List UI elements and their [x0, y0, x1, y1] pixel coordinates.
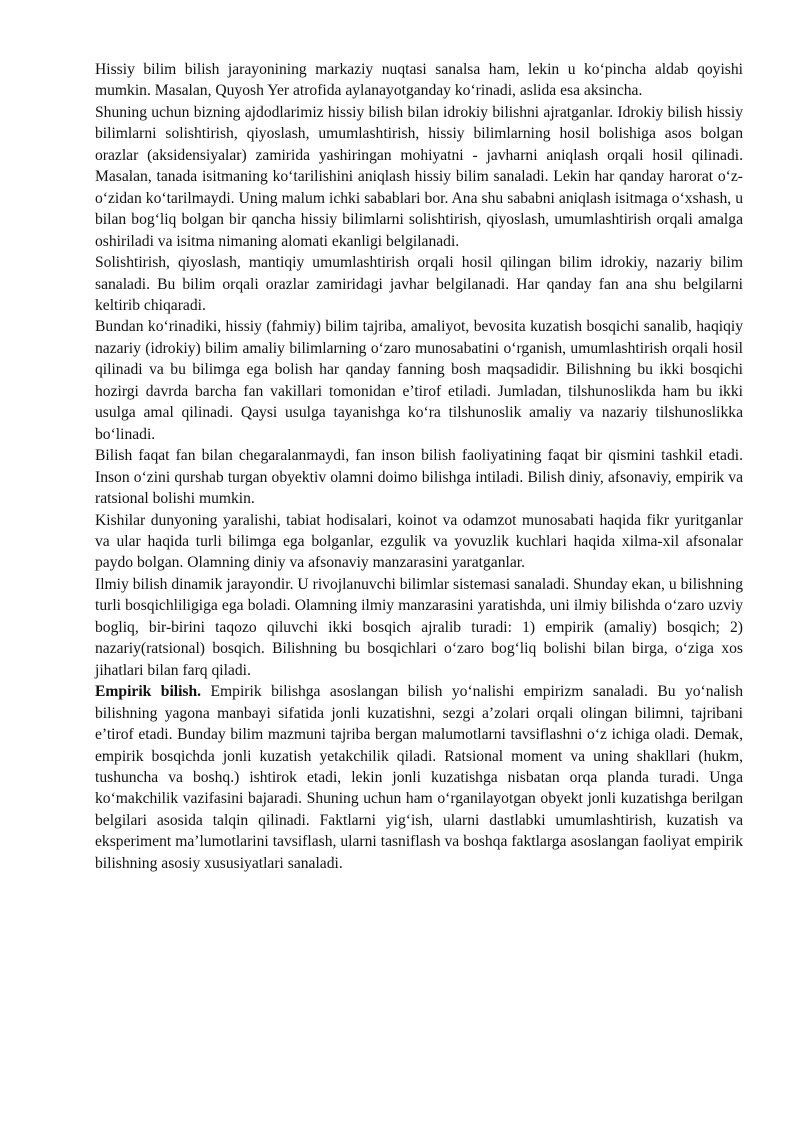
paragraph-6	[95, 510, 743, 574]
paragraph-2	[95, 102, 743, 252]
paragraph-3-text: Solishtirish, qiyoslash, mantiqiy umumlashtirish orqali hosil qilingan bilim idrokiy, nazariy bilim sanaladi. Bu bilim orqali orazlar zamiridagi javhar belgilanadi. Har qanday fan ana shu belgilarni keltirib chiqaradi.	[95, 254, 743, 314]
paragraph-5	[95, 445, 743, 509]
document-page	[95, 59, 743, 874]
paragraph-7	[95, 574, 743, 681]
paragraph-8	[95, 681, 743, 874]
paragraph-4-text: Bundan ko‘rinadiki, hissiy (fahmiy) bilim tajriba, amaliyot, bevosita kuzatish bosqichi sanalib, haqiqiy nazariy (idrokiy) bilim amaliy bilimlarning o‘zaro munosabatini o‘rganish, umumlashtirish orqali hosil qilinadi va bu bilimga ega bolish har qanday fanning bosh maqsadidir. Bilishning bu ikki bosqichi hozirgi davrda barcha fan vakillari tomonidan e’tirof etiladi. Jumladan, tilshunoslikda ham bu ikki usulga amal qilinadi. Qaysi usulga tayanishga ko‘ra tilshunoslik amaliy va nazariy tilshunoslikka bo‘linadi.	[95, 318, 743, 443]
paragraph-1-text: Hissiy bilim bilish jarayonining markaziy nuqtasi sanalsa ham, lekin u ko‘pincha aldab qoyishi mumkin. Masalan, Quyosh Yer atrofida aylanayotganday ko‘rinadi, aslida esa aksincha.	[95, 61, 743, 100]
section-heading-empirik-bilish: Empirik bilish.	[95, 683, 202, 701]
paragraph-7-text: Ilmiy bilish dinamik jarayondir. U rivojlanuvchi bilimlar sistemasi sanaladi. Shunday ekan, u bilishning turli bosqichliligiga ega boladi. Olamning ilmiy manzarasini yaratishda, uni ilmiy bilishda o‘zaro uzviy bogliq, bir-birini taqozo qiluvchi ikki bosqich ajralib turadi: 1) empirik (amaliy) bosqich; 2) nazariy(ratsional) bosqich. Bilishning bu bosqichlari o‘zaro bog‘liq bolishi bilan birga, o‘ziga xos jihatlari bilan farq qiladi.	[95, 575, 743, 679]
paragraph-3	[95, 252, 743, 316]
paragraph-1	[95, 59, 743, 102]
paragraph-2-text: Shuning uchun bizning ajdodlarimiz hissiy bilish bilan idrokiy bilishni ajratganlar. Idrokiy bilish hissiy bilimlarni solishtirish, qiyoslash, umumlashtirish, hissiy bilimlarning hosil bolishiga asos bolgan orazlar (aksidensiyalar) zamirida yashiringan mohiyatni - javharni aniqlash orqali hosil qilinadi. Masalan, tanada isitmaning ko‘tarilishini aniqlash hissiy bilim sanaladi. Lekin har qanday harorat o‘z-o‘zidan ko‘tarilmaydi. Uning malum ichki sabablari bor. Ana shu sababni aniqlash isitmaga o‘xshash, u bilan bog‘liq bolgan bir qancha hissiy bilimlarni solishtirish, qiyoslash, umumlashtirish orqali amalga oshiriladi va isitma nimaning alomati ekanligi belgilanadi.	[95, 103, 743, 250]
paragraph-6-text: Kishilar dunyoning yaralishi, tabiat hodisalari, koinot va odamzot munosabati haqida fikr yuritganlar va ular haqida turli bilimga ega bolganlar, ezgulik va yovuzlik kuchlari haqida xilma-xil afsonalar paydo bolgan. Olamning diniy va afsonaviy manzarasini yaratganlar.	[95, 511, 743, 572]
paragraph-8-text: Empirik bilishga asoslangan bilish yo‘nalishi empirizm sanaladi. Bu yo‘nalish bilishning yagona manbayi sifatida jonli kuzatishni, sezgi a’zolari orqali olingan bilimni, tajribani e’tirof etadi. Bunday bilim mazmuni tajriba bergan malumotlarni tavsiflashni o‘z ichiga oladi. Demak, empirik bosqichda jonli kuzatish yetakchilik qiladi. Ratsional moment va uning shakllari (hukm, tushuncha va boshq.) ishtirok etadi, lekin jonli kuzatishga nisbatan orqa planda turadi. Unga ko‘makchilik vazifasini bajaradi. Shuning uchun ham o‘rganilayotgan obyekt jonli kuzatishga berilgan belgilari asosida talqin qilinadi. Faktlarni yig‘ish, ularni dastlabki umumlashtirish, kuzatish va eksperiment ma’lumotlarini tavsiflash, ularni tasniflash va boshqa faktlarga asoslangan faoliyat empirik bilishning asosiy xususiyatlari sanaladi.	[95, 683, 743, 872]
paragraph-4	[95, 316, 743, 445]
paragraph-5-text: Bilish faqat fan bilan chegaralanmaydi, fan inson bilish faoliyatining faqat bir qismini tashkil etadi. Inson o‘zini qurshab turgan obyektiv olamni doimo bilishga intiladi. Bilish diniy, afsonaviy, empirik va ratsional bolishi mumkin.	[95, 447, 743, 508]
